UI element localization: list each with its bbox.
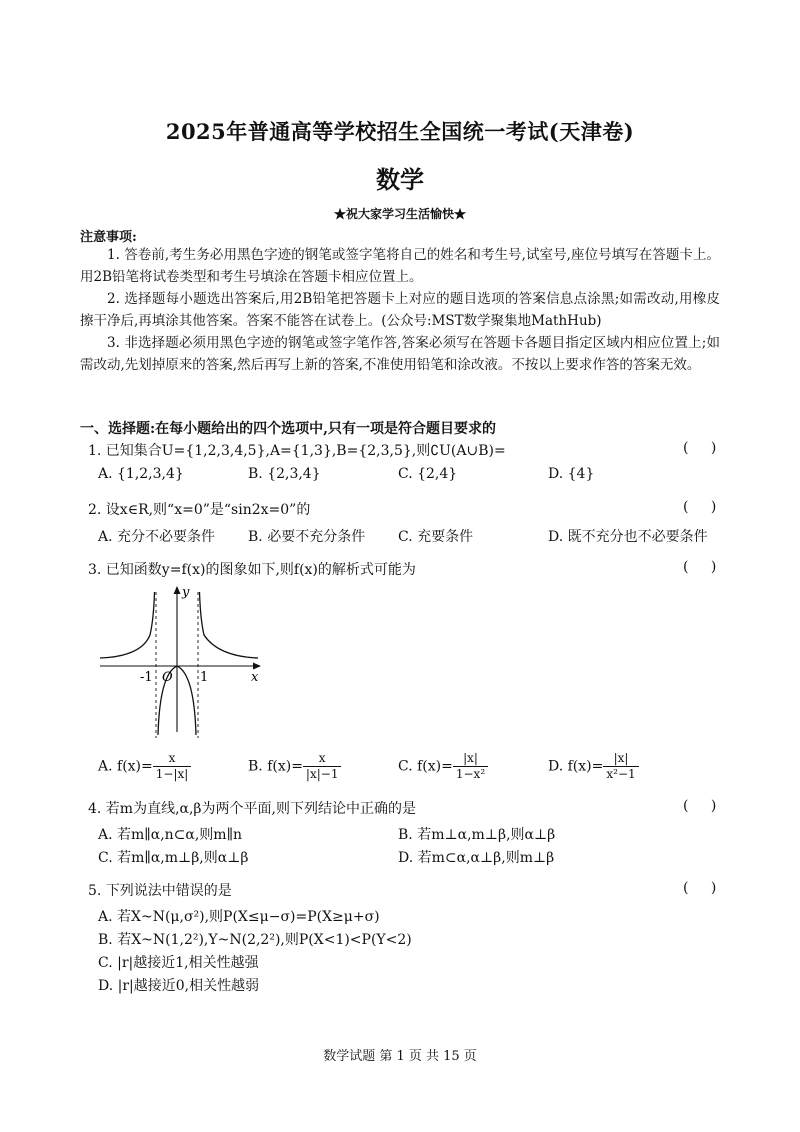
- subject-title: 数学: [376, 165, 424, 194]
- option-c-prefix: C. f(x)=: [398, 758, 453, 775]
- option-c-denominator: 1−x²: [453, 766, 488, 782]
- y-axis-label: y: [182, 585, 190, 600]
- notice-heading: 注意事项:: [80, 230, 137, 245]
- question-4-option-d: D. 若m⊂α,α⊥β,则m⊥β: [398, 850, 555, 866]
- question-2-answer-paren: ( ): [683, 499, 717, 515]
- question-2-option-b: B. 必要不充分条件: [248, 529, 366, 545]
- question-1-option-d: D. {4}: [548, 466, 595, 482]
- question-4-answer-paren: ( ): [683, 798, 717, 814]
- question-5-option-a: A. 若X~N(μ,σ²),则P(X≤μ−σ)=P(X≥μ+σ): [98, 909, 380, 925]
- tick-label-minus-one: -1: [140, 670, 153, 685]
- option-c-numerator: |x|: [463, 751, 478, 765]
- option-d-denominator: x²−1: [603, 766, 638, 782]
- function-graph: [96, 580, 266, 740]
- page-footer: 数学试题 第 1 页 共 15 页: [323, 1049, 477, 1064]
- question-3-option-b: [248, 751, 341, 782]
- exam-title: 2025年普通高等学校招生全国统一考试(天津卷): [165, 119, 635, 144]
- section-title: 一、选择题:在每小题给出的四个选项中,只有一项是符合题目要求的: [80, 421, 497, 437]
- question-3-option-c: [398, 751, 488, 782]
- question-3-option-d: [548, 751, 639, 782]
- question-1-stem: 1. 已知集合U={1,2,3,4,5},A={1,3},B={2,3,5},则∁U(A∪B)=: [88, 443, 506, 459]
- question-4-option-a: A. 若m∥α,n⊂α,则m∥n: [98, 827, 243, 843]
- notice-item-3: 3. 非选择题必须用黑色字迹的钢笔或签字笔作答,答案必须写在答题卡各题目指定区域内相应位置上;如需改动,先划掉原来的答案,然后再写上新的答案,不准使用铅笔和涂改液。不按以上要求作答的答案无效。: [80, 335, 720, 373]
- question-1-option-c: C. {2,4}: [398, 466, 458, 482]
- question-4-option-c: C. 若m∥α,m⊥β,则α⊥β: [98, 850, 249, 866]
- option-a-denominator: 1−|x|: [153, 766, 192, 782]
- question-5-option-c: C. |r|越接近1,相关性越强: [98, 955, 259, 971]
- origin-label: O: [162, 670, 173, 685]
- option-d-numerator: |x|: [613, 751, 629, 765]
- option-a-fraction: [153, 751, 192, 782]
- option-b-denominator: |x|−1: [303, 766, 342, 782]
- option-a-prefix: A. f(x)=: [98, 758, 153, 775]
- question-5-answer-paren: ( ): [683, 880, 717, 896]
- option-d-fraction: [603, 751, 638, 782]
- question-2-option-a: A. 充分不必要条件: [98, 529, 216, 545]
- question-5-option-d: D. |r|越接近0,相关性越弱: [98, 978, 260, 994]
- notice-item-1: 1. 答卷前,考生务必用黑色字迹的钢笔或签字笔将自己的姓名和考生号,试室号,座位号填写在答题卡上。用2B铅笔将试卷类型和考生号填涂在答题卡相应位置上。: [80, 247, 720, 285]
- question-3-option-a: [98, 751, 191, 782]
- question-1-answer-paren: ( ): [683, 440, 717, 456]
- question-3-answer-paren: ( ): [683, 559, 717, 575]
- question-2-option-d: D. 既不充分也不必要条件: [548, 529, 708, 545]
- question-4-stem: 4. 若m为直线,α,β为两个平面,则下列结论中正确的是: [88, 801, 416, 817]
- option-a-numerator: x: [168, 751, 176, 765]
- question-2-option-c: C. 充要条件: [398, 529, 474, 545]
- option-b-prefix: B. f(x)=: [248, 758, 303, 775]
- question-5-option-b: B. 若X~N(1,2²),Y~N(2,2²),则P(X<1)<P(Y<2): [98, 932, 412, 948]
- question-5-stem: 5. 下列说法中错误的是: [88, 883, 232, 899]
- curve-left-branch: [100, 592, 155, 658]
- notice-item-2: 2. 选择题每小题选出答案后,用2B铅笔把答题卡上对应的题目选项的答案信息点涂黑;如需改动,用橡皮擦干净后,再填涂其他答案。答案不能答在试卷上。(公众号:MST数学聚集地MathHub): [80, 291, 720, 329]
- tick-label-one: 1: [200, 670, 209, 685]
- question-1-option-a: A. {1,2,3,4}: [98, 466, 184, 482]
- x-axis-label: x: [251, 670, 259, 685]
- y-axis-arrow-icon: [174, 586, 181, 594]
- x-axis-arrow-icon: [253, 663, 261, 670]
- motto: ★祝大家学习生活愉快★: [333, 207, 466, 221]
- option-c-fraction: [453, 751, 488, 782]
- question-1-option-b: B. {2,3,4}: [248, 466, 321, 482]
- question-4-option-b: B. 若m⊥α,m⊥β,则α⊥β: [398, 827, 556, 843]
- option-b-numerator: x: [318, 751, 326, 765]
- option-b-fraction: [303, 751, 342, 782]
- question-3-stem: 3. 已知函数y=f(x)的图象如下,则f(x)的解析式可能为: [88, 562, 416, 578]
- curve-right-branch: [200, 592, 259, 658]
- question-2-stem: 2. 设x∈R,则“x=0”是“sin2x=0”的: [88, 502, 311, 518]
- option-d-prefix: D. f(x)=: [548, 758, 604, 775]
